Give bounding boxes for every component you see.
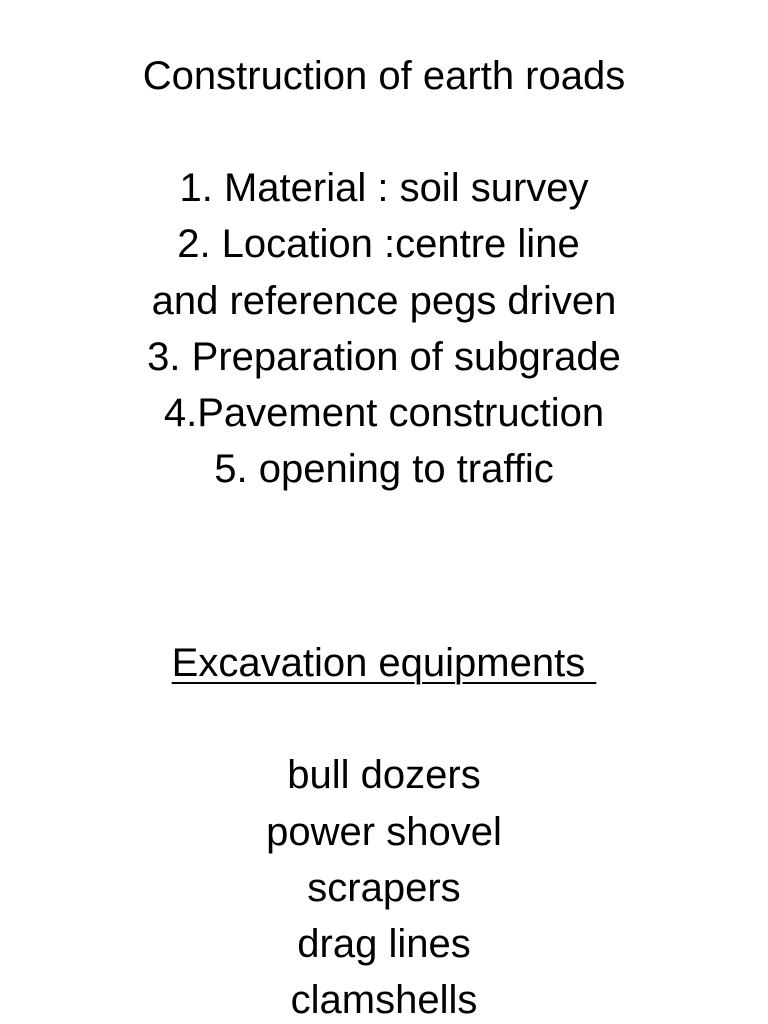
page-title: Construction of earth roads: [142, 54, 626, 98]
equipment-item: scrapers: [307, 866, 461, 910]
step-item-continuation: and reference pegs driven: [151, 279, 617, 323]
step-item: 3. Preparation of subgrade: [147, 335, 621, 379]
equipment-heading-text: Excavation equipments: [171, 641, 597, 685]
step-item: 5. opening to traffic: [214, 447, 554, 491]
step-item: 2. Location :centre line: [177, 222, 591, 266]
equipment-heading: [0, 639, 768, 687]
equipment-item: bull dozers: [287, 753, 481, 797]
equipment-item: clamshells: [290, 978, 478, 1022]
step-item: 4.Pavement construction: [163, 391, 605, 435]
step-item: 1. Material : soil survey: [179, 166, 589, 210]
equipment-item: power shovel: [266, 810, 502, 854]
equipment-item: drag lines: [297, 922, 471, 966]
